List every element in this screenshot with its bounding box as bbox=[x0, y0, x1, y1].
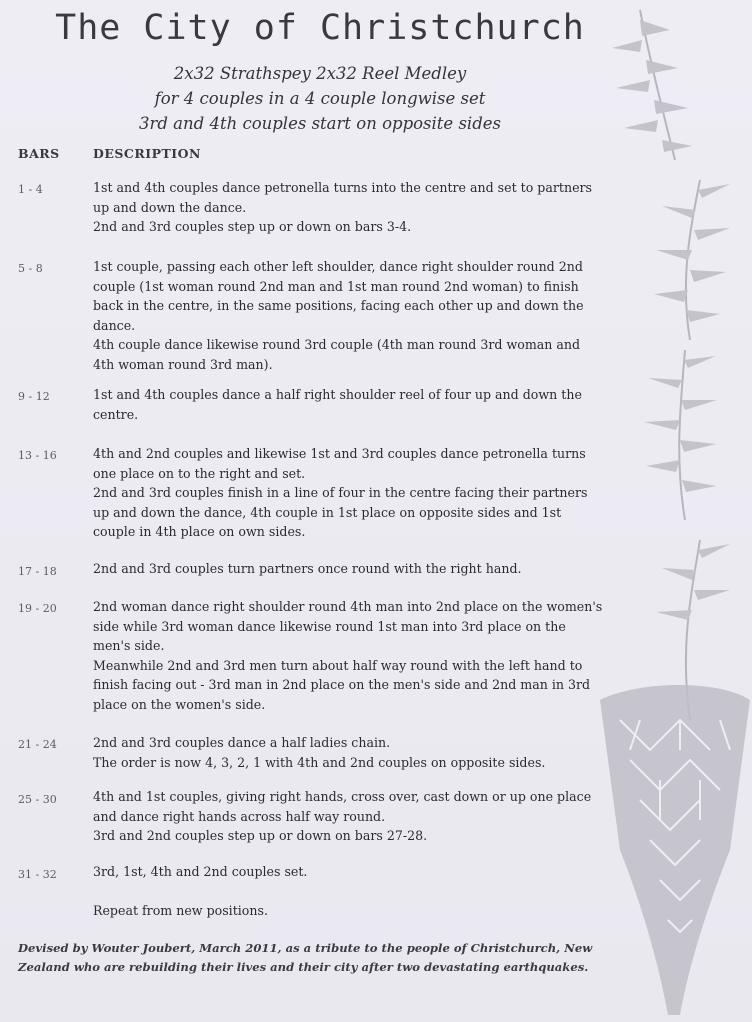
figure-description bbox=[93, 178, 641, 237]
figure-bars: 9 - 12 bbox=[18, 390, 50, 403]
description-line: Meanwhile 2nd and 3rd men turn about half way round with the left hand to bbox=[93, 657, 583, 673]
subtitle-line: for 4 couples in a 4 couple longwise set bbox=[154, 89, 486, 108]
footer-line: Zealand who are rebuilding their lives and their city after two devastating earthquakes. bbox=[18, 959, 589, 974]
figure-description bbox=[93, 559, 641, 579]
description-line: 2nd and 3rd couples dance a half ladies chain. bbox=[93, 735, 391, 750]
description-line: dance. bbox=[93, 317, 136, 333]
description-line: 1st couple, passing each other left shoulder, dance right shoulder round 2nd bbox=[93, 259, 583, 274]
figure-bars: 13 - 16 bbox=[18, 449, 57, 462]
figure-description bbox=[93, 444, 641, 542]
bars-column-header: BARS bbox=[18, 146, 60, 161]
repeat-instruction bbox=[93, 901, 641, 921]
description-line: The order is now 4, 3, 2, 1 with 4th and 2nd couples on opposite sides. bbox=[93, 754, 546, 770]
description-line: 2nd and 3rd couples finish in a line of four in the centre facing their partners bbox=[93, 485, 588, 500]
description-line: Repeat from new positions. bbox=[93, 903, 268, 918]
description-line: finish facing out - 3rd man in 2nd place on the men's side and 2nd man in 3rd bbox=[93, 677, 591, 692]
description-line: 1st and 4th couples dance a half right shoulder reel of four up and down the bbox=[93, 387, 582, 402]
description-line: 3rd, 1st, 4th and 2nd couples set. bbox=[93, 864, 308, 879]
description-line: 1st and 4th couples dance petronella turns into the centre and set to partners bbox=[93, 180, 593, 195]
description-line: men's side. bbox=[93, 638, 165, 653]
figure-bars: 21 - 24 bbox=[18, 738, 57, 751]
figure-description bbox=[93, 862, 641, 882]
description-line: side while 3rd woman dance likewise round 1st man into 3rd place on the bbox=[93, 618, 566, 634]
description-line: couple (1st woman round 2nd man and 1st man round 2nd woman) to finish bbox=[93, 278, 579, 294]
figure-description bbox=[93, 597, 641, 714]
figure-description bbox=[93, 385, 641, 424]
description-line: 4th and 2nd couples and likewise 1st and 3rd couples dance petronella turns bbox=[93, 446, 586, 461]
description-line: centre. bbox=[93, 406, 139, 422]
description-line: 2nd woman dance right shoulder round 4th man into 2nd place on the women's bbox=[93, 599, 603, 614]
figure-description bbox=[93, 257, 641, 374]
description-line: 4th and 1st couples, giving right hands, cross over, cast down or up one place bbox=[93, 789, 592, 804]
subtitle-line: 3rd and 4th couples start on opposite sides bbox=[138, 114, 501, 133]
figure-description bbox=[93, 787, 641, 846]
figure-bars: 19 - 20 bbox=[18, 602, 57, 615]
figure-description bbox=[93, 733, 641, 772]
description-line: back in the centre, in the same positions, facing each other up and down the bbox=[93, 298, 584, 313]
dance-title: The City of Christchurch bbox=[55, 8, 585, 48]
description-line: up and down the dance, 4th couple in 1st place on opposite sides and 1st bbox=[93, 504, 562, 520]
description-line: place on the women's side. bbox=[93, 696, 266, 712]
description-line: and dance right hands across half way round. bbox=[93, 808, 386, 824]
figure-bars: 17 - 18 bbox=[18, 565, 57, 578]
description-line: 2nd and 3rd couples turn partners once round with the right hand. bbox=[93, 561, 522, 576]
description-line: up and down the dance. bbox=[93, 199, 247, 215]
dedication-note bbox=[18, 939, 648, 976]
figure-bars: 1 - 4 bbox=[18, 183, 43, 196]
figure-bars: 5 - 8 bbox=[18, 262, 43, 275]
description-line: 3rd and 2nd couples step up or down on bars 27-28. bbox=[93, 828, 428, 843]
figure-bars: 31 - 32 bbox=[18, 868, 57, 881]
subtitle-line: 2x32 Strathspey 2x32 Reel Medley bbox=[173, 64, 467, 83]
description-column-header: DESCRIPTION bbox=[93, 146, 201, 161]
description-line: 4th couple dance likewise round 3rd couple (4th man round 3rd woman and bbox=[93, 337, 581, 352]
description-line: 2nd and 3rd couples step up or down on bars 3-4. bbox=[93, 219, 412, 234]
footer-line: Devised by Wouter Joubert, March 2011, as a tribute to the people of Christchurch, New bbox=[18, 941, 593, 955]
figure-bars: 25 - 30 bbox=[18, 793, 57, 806]
description-line: 4th woman round 3rd man). bbox=[93, 356, 273, 372]
description-line: couple in 4th place on own sides. bbox=[93, 524, 306, 539]
description-line: one place on to the right and set. bbox=[93, 465, 306, 481]
